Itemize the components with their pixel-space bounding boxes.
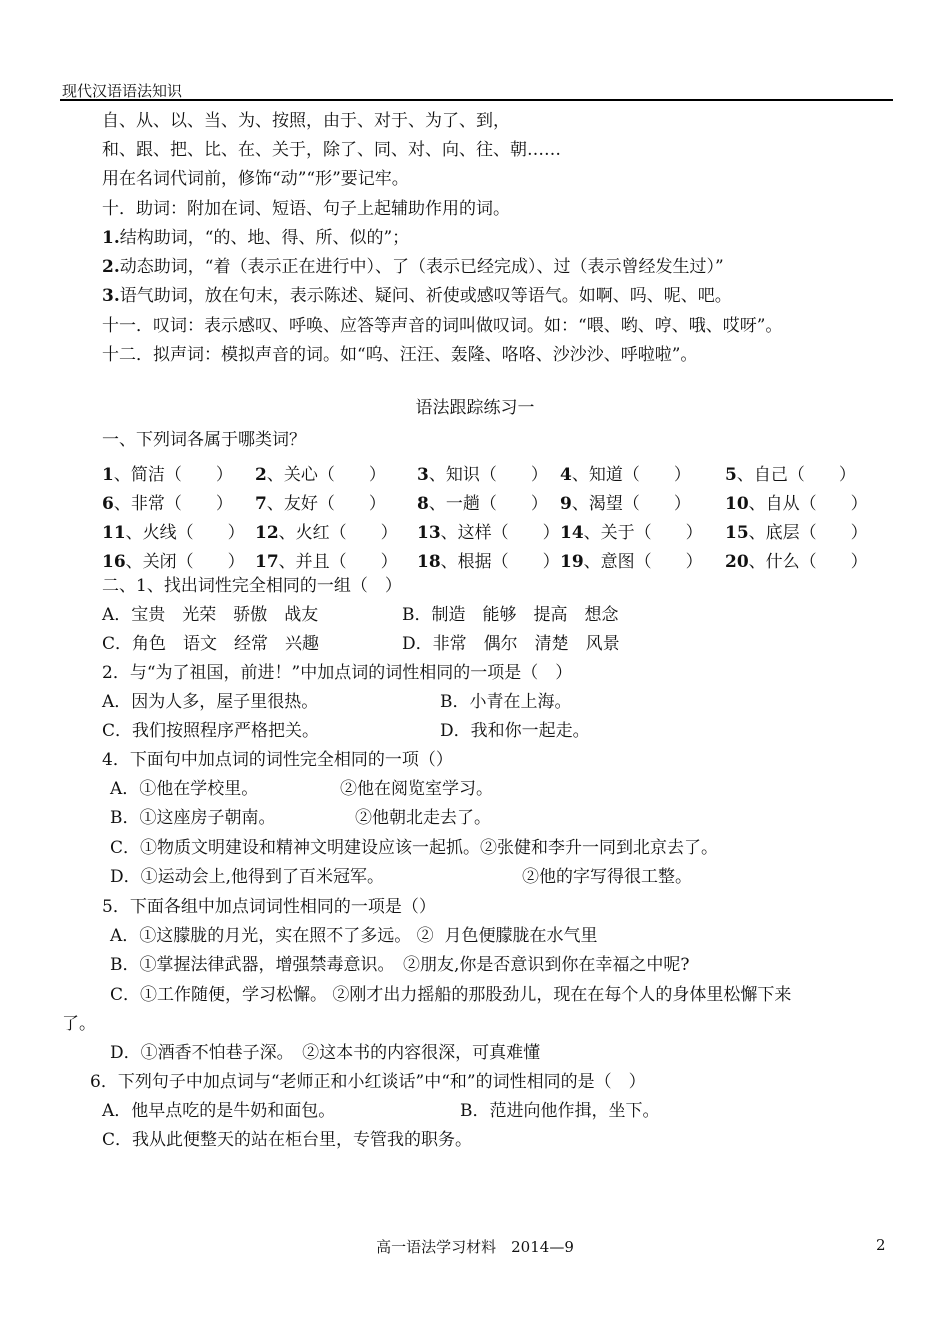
word-item bbox=[725, 547, 868, 572]
word-item-text: 、什么（ ） bbox=[748, 552, 868, 572]
header-rule bbox=[60, 99, 893, 101]
word-item-text: 、火红（ ） bbox=[278, 523, 398, 543]
word-item-text: 、关心（ ） bbox=[266, 465, 386, 485]
exercise-title: 语法跟踪练习一 bbox=[415, 398, 535, 418]
q2-2-option-a: A．因为人多，屋子里很热。 bbox=[102, 692, 319, 712]
page-number: 2 bbox=[876, 1236, 886, 1254]
word-item-text: 、关于（ ） bbox=[583, 523, 703, 543]
word-item-number: 18 bbox=[417, 552, 441, 572]
word-item-number: 9 bbox=[560, 494, 572, 514]
aspect-particle: 2.动态助词，“着（表示正在进行中）、了（表示已经完成）、过（表示曾经发生过）” bbox=[102, 257, 724, 277]
word-item-number: 1 bbox=[102, 465, 114, 485]
running-header: 现代汉语语法知识 bbox=[62, 82, 183, 100]
preposition-list-2: 和、跟、把、比、在、关于，除了、同、对、向、往、朝…… bbox=[102, 140, 561, 160]
word-item bbox=[255, 489, 386, 514]
q4-heading: 4．下面句中加点词的词性完全相同的一项（） bbox=[102, 750, 453, 770]
word-item-text: 、意图（ ） bbox=[583, 552, 703, 572]
word-item-number: 19 bbox=[560, 552, 584, 572]
word-item bbox=[102, 518, 245, 543]
word-item bbox=[255, 460, 386, 485]
q2-option-c: C．角色 语文 经常 兴趣 bbox=[102, 634, 320, 654]
q5-option-d: D．①酒香不怕巷子深。 ②这本书的内容很深，可真难懂 bbox=[110, 1043, 541, 1063]
q4-option-c: C．①物质文明建设和精神文明建设应该一起抓。②张健和李升一同到北京去了。 bbox=[110, 838, 719, 858]
word-item bbox=[560, 460, 691, 485]
q5-heading: 5．下面各组中加点词词性相同的一项是（） bbox=[102, 897, 436, 917]
q2-option-b: B．制造 能够 提高 想念 bbox=[402, 605, 619, 625]
word-item bbox=[725, 518, 868, 543]
word-item-text: 、自从（ ） bbox=[748, 494, 868, 514]
q2-2-option-c: C．我们按照程序严格把关。 bbox=[102, 721, 320, 741]
word-item-number: 14 bbox=[560, 523, 584, 543]
q1-heading: 一、下列词各属于哪类词？ bbox=[102, 430, 306, 450]
item-number: 2. bbox=[102, 257, 120, 277]
q2-option-a: A．宝贵 光荣 骄傲 战友 bbox=[102, 605, 319, 625]
word-item-number: 12 bbox=[255, 523, 279, 543]
word-item-number: 5 bbox=[725, 465, 737, 485]
q4-option-a2: ②他在阅览室学习。 bbox=[340, 779, 493, 799]
word-item-number: 4 bbox=[560, 465, 572, 485]
word-item bbox=[417, 489, 548, 514]
word-item-number: 17 bbox=[255, 552, 279, 572]
preposition-rule: 用在名词代词前，修饰“动”“形”要记牢。 bbox=[102, 169, 409, 189]
q5-option-c-continued: 了。 bbox=[62, 1014, 96, 1034]
q6-option-a: A．他早点吃的是牛奶和面包。 bbox=[102, 1101, 336, 1121]
preposition-list-1: 自、从、以、当、为、按照，由于、对于、为了、到， bbox=[102, 111, 510, 131]
word-item-text: 、并且（ ） bbox=[278, 552, 398, 572]
word-item bbox=[560, 518, 703, 543]
word-item-number: 20 bbox=[725, 552, 749, 572]
q5-option-c: C．①工作随便，学习松懈。 ②刚才出力摇船的那股劲儿，现在在每个人的身体里松懈下来 bbox=[110, 985, 792, 1005]
word-item-number: 11 bbox=[102, 523, 126, 543]
q4-option-b1: B．①这座房子朝南。 bbox=[110, 808, 276, 828]
word-item-number: 2 bbox=[255, 465, 267, 485]
word-item bbox=[102, 489, 233, 514]
q2-2-option-b: B．小青在上海。 bbox=[440, 692, 572, 712]
onomatopoeia-definition: 十二．拟声词：模拟声音的词。如“呜、汪汪、轰隆、咯咯、沙沙沙、呼啦啦”。 bbox=[102, 345, 698, 365]
q4-option-b2: ②他朝北走去了。 bbox=[355, 808, 491, 828]
modal-particle: 3.语气助词，放在句末，表示陈述、疑问、祈使或感叹等语气。如啊、吗、呢、吧。 bbox=[102, 286, 732, 306]
word-item-text: 、关闭（ ） bbox=[125, 552, 245, 572]
item-number: 1. bbox=[102, 228, 120, 248]
word-item-text: 、这样（ ） bbox=[440, 523, 560, 543]
word-item-text: 、根据（ ） bbox=[440, 552, 560, 572]
word-item-number: 16 bbox=[102, 552, 126, 572]
word-item-number: 10 bbox=[725, 494, 749, 514]
word-item-number: 6 bbox=[102, 494, 114, 514]
word-item-text: 、简洁（ ） bbox=[113, 465, 233, 485]
word-item-text: 、非常（ ） bbox=[113, 494, 233, 514]
structural-particle: 1.结构助词，“的、地、得、所、似的”； bbox=[102, 228, 410, 248]
word-item-number: 7 bbox=[255, 494, 267, 514]
q6-option-c: C．我从此便整天的站在柜台里，专管我的职务。 bbox=[102, 1130, 473, 1150]
word-item-text: 、火线（ ） bbox=[125, 523, 245, 543]
word-item-number: 8 bbox=[417, 494, 429, 514]
word-item-number: 15 bbox=[725, 523, 749, 543]
q5-option-b: B．①掌握法律武器，增强禁毒意识。 ②朋友,你是否意识到你在幸福之中呢? bbox=[110, 955, 690, 975]
word-item-text: 、知识（ ） bbox=[428, 465, 548, 485]
q6-heading: 6．下列句子中加点词与“老师正和小红谈话”中“和”的词性相同的是（ ） bbox=[90, 1072, 646, 1092]
word-item bbox=[417, 518, 560, 543]
word-item-text: 、自己（ ） bbox=[736, 465, 856, 485]
word-item-number: 13 bbox=[417, 523, 441, 543]
word-item bbox=[102, 460, 233, 485]
word-item bbox=[725, 460, 856, 485]
word-item-text: 、友好（ ） bbox=[266, 494, 386, 514]
q2-heading: 二、1、找出词性完全相同的一组（ ） bbox=[102, 576, 402, 596]
word-item-number: 3 bbox=[417, 465, 429, 485]
q6-option-b: B．范进向他作揖，坐下。 bbox=[460, 1101, 660, 1121]
item-number: 3. bbox=[102, 286, 120, 306]
q4-option-d1: D．①运动会上,他得到了百米冠军。 bbox=[110, 867, 385, 887]
word-item-text: 、知道（ ） bbox=[571, 465, 691, 485]
q4-option-a1: A．①他在学校里。 bbox=[110, 779, 259, 799]
word-item-text: 、一趟（ ） bbox=[428, 494, 548, 514]
word-item bbox=[417, 547, 560, 572]
q2-2-option-d: D．我和你一起走。 bbox=[440, 721, 590, 741]
interjection-definition: 十一．叹词：表示感叹、呼唤、应答等声音的词叫做叹词。如：“喂、哟、哼、哦、哎呀”。 bbox=[102, 316, 783, 336]
word-item bbox=[255, 547, 398, 572]
word-item bbox=[102, 547, 245, 572]
word-item bbox=[560, 547, 703, 572]
q4-option-d2: ②他的字写得很工整。 bbox=[522, 867, 692, 887]
word-item bbox=[725, 489, 868, 514]
q2-2-heading: 2．与“为了祖国，前进！”中加点词的词性相同的一项是（ ） bbox=[102, 663, 573, 683]
word-item-text: 、底层（ ） bbox=[748, 523, 868, 543]
particle-definition: 十．助词：附加在词、短语、句子上起辅助作用的词。 bbox=[102, 199, 510, 219]
q5-option-a: A．①这朦胧的月光，实在照不了多远。 ② 月色便朦胧在水气里 bbox=[110, 926, 598, 946]
q2-option-d: D．非常 偶尔 清楚 风景 bbox=[402, 634, 620, 654]
word-item bbox=[417, 460, 548, 485]
word-item-text: 、渴望（ ） bbox=[571, 494, 691, 514]
word-item bbox=[560, 489, 691, 514]
footer-title: 高一语法学习材料 2014—9 bbox=[376, 1238, 574, 1256]
word-item bbox=[255, 518, 398, 543]
